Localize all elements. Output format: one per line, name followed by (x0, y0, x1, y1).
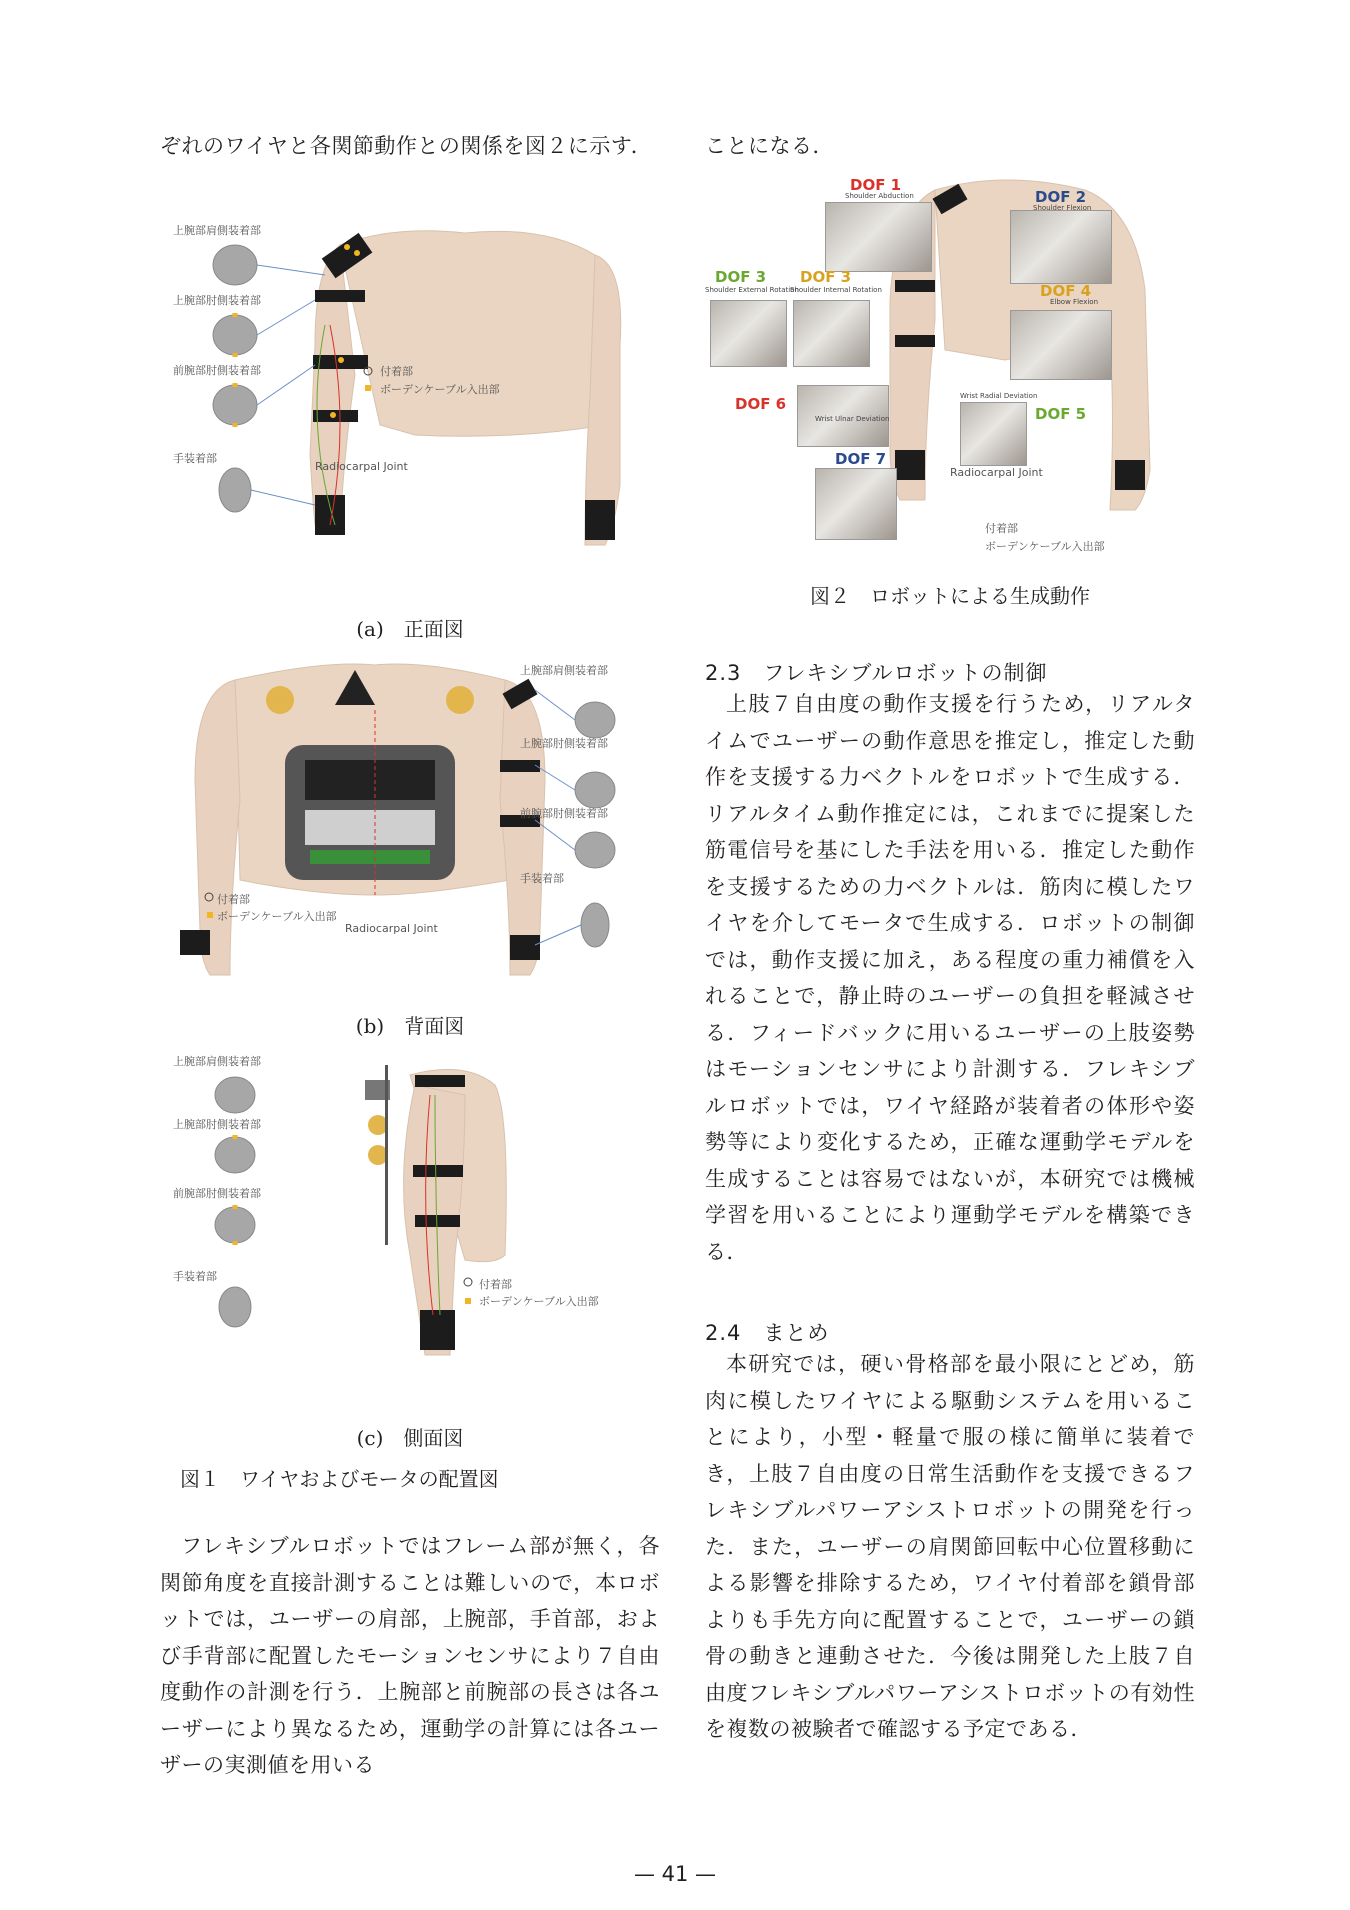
fig2-legend-cable: ボーデンケーブル入出部 (985, 540, 1105, 553)
right-intro-text: ことになる． (705, 134, 834, 158)
dof3-int-label: DOF 3 (800, 268, 852, 286)
dof5-sub: Wrist Radial Deviation (960, 392, 1038, 400)
dof3-internal-photo (793, 300, 870, 367)
fig1b-label-0: 上腕部肩側装着部 (520, 664, 608, 677)
fig1b-label-1: 上腕部肘側装着部 (520, 737, 608, 750)
fig1c-legend-attach: 付着部 (479, 1278, 512, 1291)
figure-1c (165, 1055, 650, 1390)
dof3-external-photo (710, 300, 787, 367)
fig1a-label-3: 手装着部 (173, 452, 217, 465)
fig1a-label-0: 上腕部肩側装着部 (173, 225, 261, 237)
section-2-4-heading: 2.4 まとめ (705, 1321, 830, 1345)
fig1c-label-3: 手装着部 (173, 1270, 217, 1283)
figure-1b-drawing (165, 650, 650, 1010)
fig1c-legend-cable: ボーデンケーブル入出部 (479, 1295, 599, 1308)
dof1-label: DOF 1 (850, 176, 902, 194)
section-2-3-heading: 2.3 フレキシブルロボットの制御 (705, 661, 1048, 685)
dof3-ext-label: DOF 3 (715, 268, 767, 286)
fig1b-caption: (b) 背面図 (355, 1014, 465, 1038)
fig1a-radiocarpal: Radiocarpal Joint (315, 460, 408, 473)
dof4-photo (1010, 310, 1112, 380)
fig1b-label-3: 手装着部 (520, 872, 564, 885)
dof7-photo (815, 468, 897, 540)
fig1a-label-1: 上腕部肘側装着部 (173, 294, 261, 307)
fig1a-label-2: 前腕部肘側装着部 (173, 364, 261, 377)
figure-2 (705, 170, 1195, 560)
dof1-photo (825, 202, 932, 272)
figure-1c-drawing (165, 1055, 650, 1390)
dof2-label: DOF 2 (1035, 188, 1087, 206)
section-2-4-body: 本研究では，硬い骨格部を最小限にとどめ，筋肉に模したワイヤによる駆動システムを用いることにより，小型・軽量で服の様に簡単に装着でき，上肢７自由度の日常生活動作を支援できるフレキシブルパワーアシストロボットの開発を行った．また，ユーザーの肩関節回転中心位置移動による影響を排除するため，ワイヤ付着部を鎖骨部よりも手先方向に配置することで，ユーザーの鎖骨の動きと連動させた．今後は開発した上肢７自由度フレキシブルパワーアシストロボットの有効性を複数の被験者で確認する予定である． (705, 1352, 1195, 1741)
dof6-sub: Wrist Ulnar Deviation (815, 415, 890, 423)
dof5-photo (960, 402, 1027, 466)
fig2-radiocarpal: Radiocarpal Joint (950, 466, 1043, 479)
fig2-legend-attach: 付着部 (985, 522, 1018, 535)
section-2-3-body: 上肢７自由度の動作支援を行うため，リアルタイムでユーザーの動作意思を推定し，推定した動作を支援する力ベクトルをロボットで生成する．リアルタイム動作推定には，これまでに提案した筋電信号を基にした手法を用いる．推定した動作を支援するための力ベクトルは．筋肉に模したワイヤを介してモータで生成する．ロボットの制御では，動作支援に加え，ある程度の重力補償を入れることで，静止時のユーザーの負担を軽減させる．フィードバックに用いるユーザーの上肢姿勢はモーションセンサにより計測する．フレキシブルロボットでは，ワイヤ経路が装着者の体形や姿勢等により変化するため，正確な運動学モデルを生成することは容易ではないが，本研究では機械学習を用いることにより運動学モデルを構築できる． (705, 692, 1195, 1264)
fig1b-radiocarpal: Radiocarpal Joint (345, 922, 438, 935)
dof3-ext-sub: Shoulder External Rotation (705, 286, 799, 294)
fig1b-label-2: 前腕部肘側装着部 (520, 807, 608, 820)
fig1a-caption: (a) 正面図 (356, 617, 464, 641)
figure-1b (165, 650, 650, 1010)
intro-text: ぞれのワイヤと各関節動作との関係を図２に示す． (160, 134, 653, 158)
fig1a-legend-cable: ボーデンケーブル入出部 (380, 383, 500, 396)
fig1c-label-0: 上腕部肩側装着部 (173, 1055, 261, 1068)
fig1a-legend-attach: 付着部 (380, 365, 413, 378)
fig1c-label-2: 前腕部肘側装着部 (173, 1187, 261, 1200)
dof1-sub: Shoulder Abduction (845, 192, 914, 200)
dof7-label: DOF 7 (835, 450, 887, 468)
dof3-int-sub: Shoulder Internal Rotation (790, 286, 882, 294)
figure-1a (165, 225, 650, 585)
dof2-photo (1010, 210, 1112, 284)
fig2-caption: 図２ ロボットによる生成動作 (810, 584, 1090, 608)
figure-1a-drawing (165, 225, 650, 585)
dof2-sub: Shoulder Flexion (1033, 204, 1092, 212)
fig1-caption: 図１ ワイヤおよびモータの配置図 (180, 1467, 499, 1491)
left-body-text: フレキシブルロボットではフレーム部が無く，各関節角度を直接計測することは難しいので，本ロボットでは，ユーザーの肩部，上腕部，手首部，および手背部に配置したモーションセンサにより７自由度動作の計測を行う．上腕部と前腕部の長さは各ユーザーにより異なるため，運動学の計算には各ユーザーの実測値を用いる (160, 1534, 660, 1777)
fig1b-legend-attach: 付着部 (217, 893, 250, 906)
dof4-label: DOF 4 (1040, 282, 1092, 300)
dof6-label: DOF 6 (735, 395, 787, 413)
dof4-sub: Elbow Flexion (1050, 298, 1099, 306)
fig1b-legend-cable: ボーデンケーブル入出部 (217, 910, 337, 923)
page-number: — 41 — (633, 1862, 717, 1886)
fig1c-caption: (c) 側面図 (356, 1426, 464, 1450)
fig1c-label-1: 上腕部肘側装着部 (173, 1118, 261, 1131)
dof5-label: DOF 5 (1035, 405, 1087, 423)
